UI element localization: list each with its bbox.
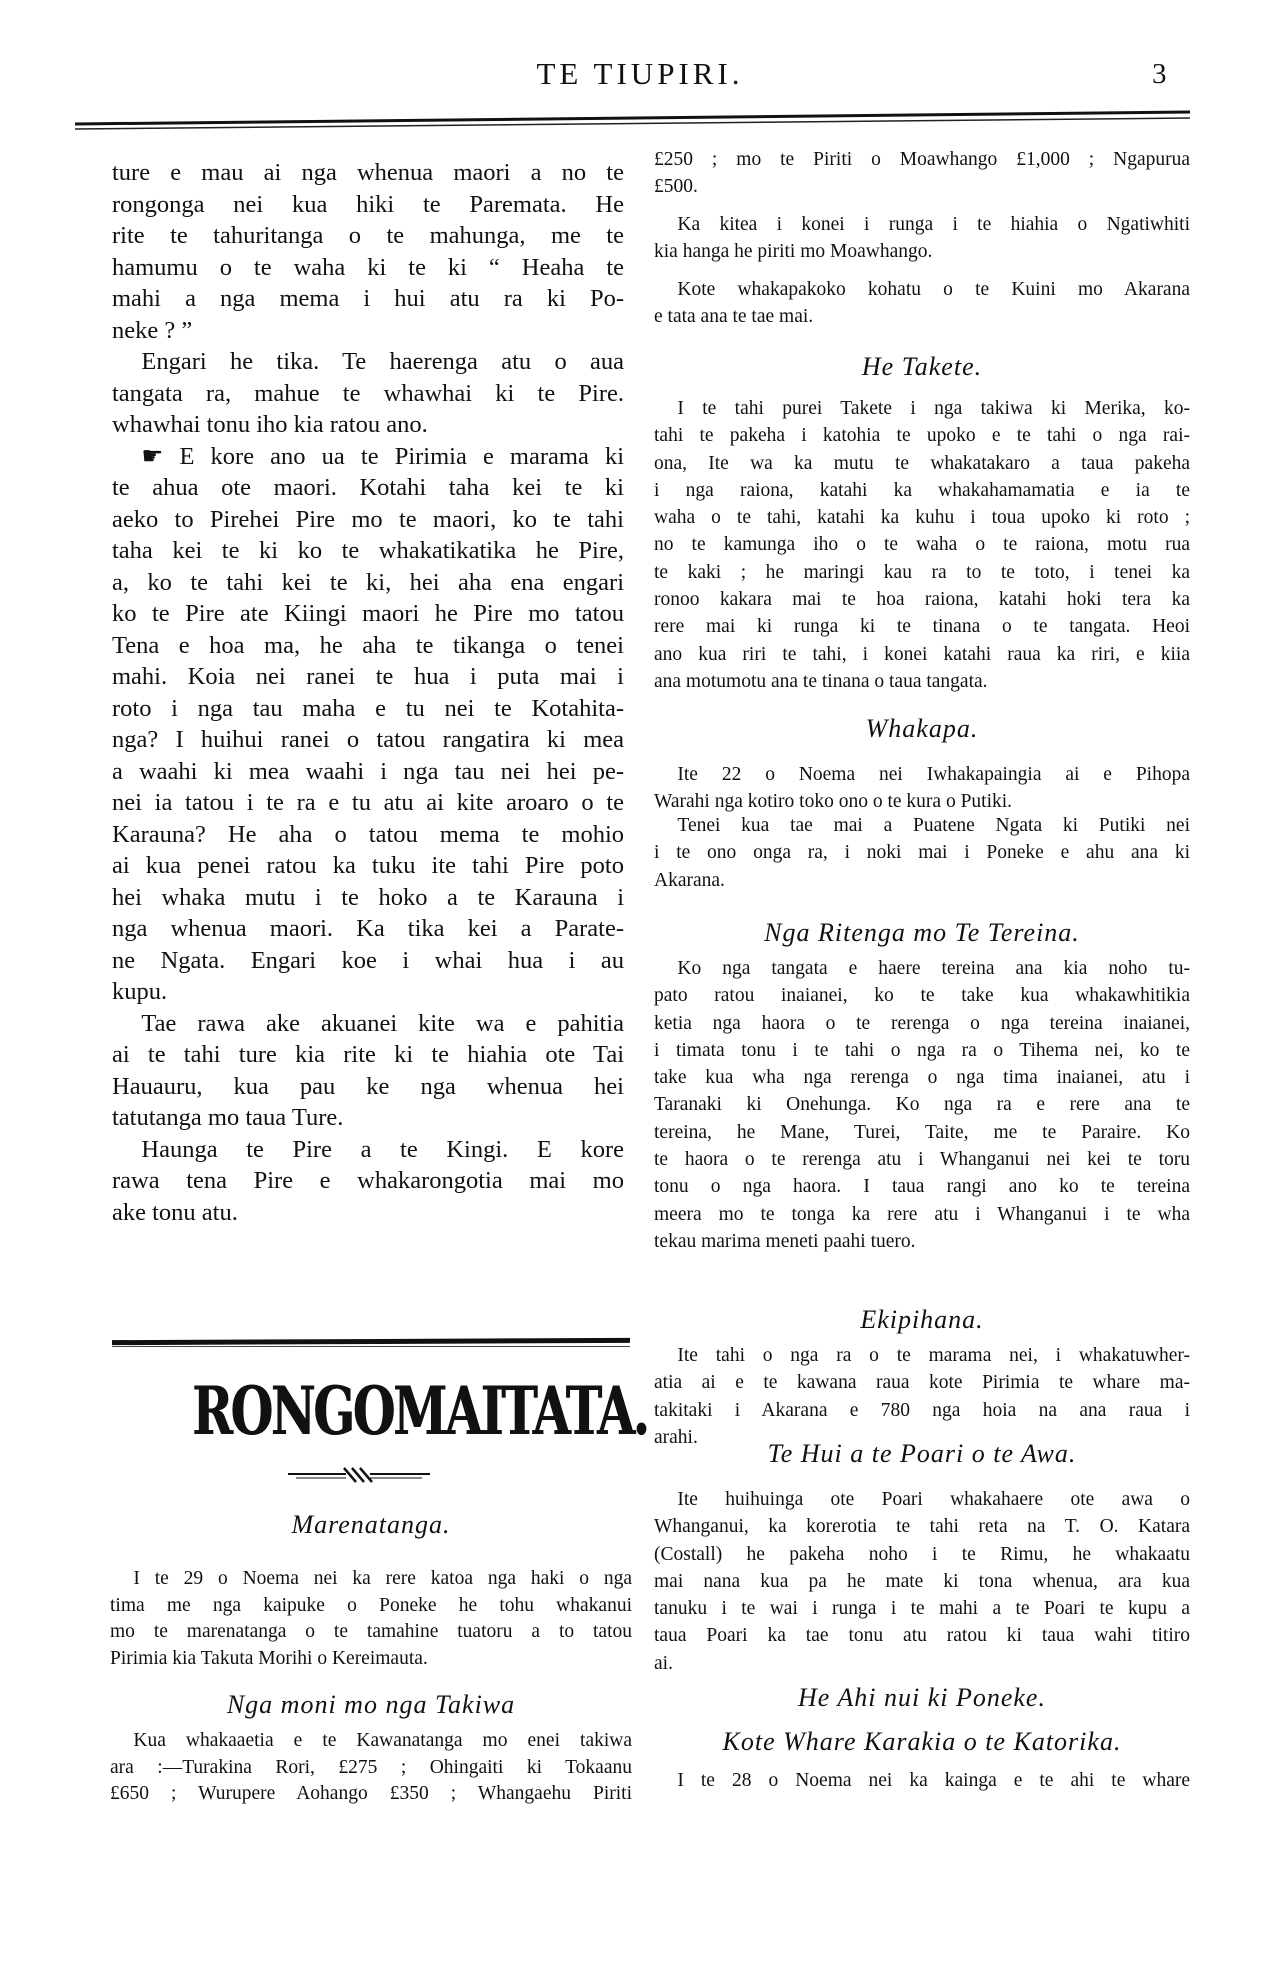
paragraph [112, 1134, 624, 1229]
text-line: ai. [654, 1652, 673, 1674]
text-line: tatutanga mo taua Ture. [112, 1104, 344, 1131]
paragraph [112, 1008, 624, 1134]
text-line: rawa tena Pire e whakarongotia mai mo [112, 1167, 624, 1194]
text-line: mo te marenatanga o te tamahine tuatoru a to tatou [110, 1621, 632, 1642]
section-heading: Te Hui a te Poari o te Awa. [767, 1439, 1077, 1468]
text-line: ona, Ite wa ka mutu te whakatakaro a taua pakeha [654, 452, 1190, 474]
text-line: Tae rawa ake akuanei kite wa e pahitia [141, 1009, 624, 1037]
text-line: meera mo te tonga ka rere atu i Whanganui i te wha [654, 1203, 1190, 1225]
text-line: tanuku i te wai i runga i te mahi a te Poari te kupu a [654, 1598, 1190, 1620]
text-line: £500. [654, 176, 698, 198]
text-line: tangata ra, mahue te whawhai ki te Pire. [112, 379, 624, 407]
text-line: takitaki i Akarana e 780 nga hoia na ana raua i [654, 1399, 1190, 1421]
text-line: Haunga te Pire a te Kingi. E kore [141, 1135, 624, 1163]
newspaper-title: TE TIUPIRI. [536, 56, 744, 91]
text-line: Pirimia kia Takuta Morihi o Kereimauta. [110, 1647, 428, 1669]
paragraph [110, 1728, 632, 1808]
paragraph [654, 812, 1190, 894]
section-heading: Nga moni mo nga Takiwa [226, 1690, 516, 1719]
text-line: atia ai e te kawana raua kote Pirimia te whare ma- [654, 1372, 1190, 1394]
text-line: Ite 22 o Noema nei Iwhakapaingia ai e Pihopa [677, 764, 1190, 785]
text-line: kupu. [112, 978, 168, 1005]
text-line: arahi. [654, 1426, 698, 1448]
text-line: I te tahi purei Takete i nga takiwa ki Merika, ko- [677, 398, 1190, 419]
text-line: Ite huihuinga ote Poari whakahaere ote awa o [677, 1489, 1190, 1510]
text-line: roto i nga tau maha e tu nei te Kotahita- [112, 694, 624, 722]
text-line: ake tonu atu. [112, 1198, 238, 1226]
text-line: £650 ; Wurupere Aohango £350 ; Whangaehu Piriti [110, 1783, 632, 1804]
text-line: neke ? ” [112, 316, 193, 344]
left-column-article [112, 157, 624, 1228]
text-line: te ahua ote maori. Kotahi taha kei te ki [112, 474, 624, 501]
paragraph [112, 346, 624, 441]
paragraph [654, 955, 1190, 1255]
text-line: Kua whakaaetia e te Kawanatanga mo enei takiwa [133, 1730, 632, 1751]
text-line: mahi. Koia nei ranei te hua i puta mai i [112, 663, 624, 690]
section-rule-thin [112, 1346, 630, 1347]
text-line: ronoo kakara mai te hoa raiona, katahi hoki tera ka [654, 589, 1190, 611]
text-line: £250 ; mo te Piriti o Moawhango £1,000 ; Ngapurua [654, 149, 1190, 170]
text-line: Tena e hoa ma, he aha te tikanga o tenei [112, 631, 624, 659]
section-heading: Whakapa. [865, 714, 979, 743]
paragraph [110, 1566, 632, 1672]
paragraph [654, 211, 1190, 266]
masthead-text: RONGOMAITATA. [192, 1372, 648, 1450]
section-heading: Kote Whare Karakia o te Katorika. [722, 1727, 1122, 1756]
section-heading: He Ahi nui ki Poneke. [798, 1683, 1046, 1712]
text-line: rere mai ki runga ki te tinana o te tangata. Heoi [654, 616, 1190, 638]
paragraph [654, 276, 1190, 331]
text-line: I te 29 o Noema nei ka rere katoa nga haki o nga [133, 1568, 632, 1589]
text-line: Hauauru, kua pau ke nga whenua hei [112, 1072, 624, 1100]
paragraph [654, 1342, 1190, 1451]
text-line: nei ia tatou i te ra e tu atu ai kite aroaro o te [112, 789, 624, 816]
text-line: mai nana kua pa he mate ki tona whenua, ara kua [654, 1570, 1190, 1592]
paragraph [654, 1767, 1190, 1794]
text-line: Akarana. [654, 869, 725, 891]
text-line: Whanganui, ka korerotia te tahi reta na T. O. Katara [654, 1516, 1190, 1538]
paragraph [654, 1486, 1190, 1677]
section-heading: Ekipihana. [860, 1305, 984, 1334]
text-line: tekau marima meneti paahi tuero. [654, 1230, 916, 1252]
section-rule [112, 1338, 630, 1345]
text-line: ara :—Turakina Rori, £275 ; Ohingaiti ki Tokaanu [110, 1756, 632, 1778]
text-line: a waahi ki mea waahi i nga tau nei hei pe- [112, 757, 624, 785]
text-line: ketia nga haora o te rerenga o nga tereina inaianei, [654, 1012, 1190, 1034]
text-line: Ko nga tangata e haere tereina ana kia noho tu- [677, 958, 1190, 979]
text-line: hei whaka mutu i te hoko a te Karauna i [112, 883, 624, 911]
text-line: kia hanga he piriti mo Moawhango. [654, 241, 933, 263]
text-line: e tata ana te tae mai. [654, 306, 814, 328]
text-line: waha o te tahi, katahi ka kuhu i toua upoko ki roto ; [654, 507, 1190, 529]
paragraph [654, 761, 1190, 816]
text-line: taua Poari ka tae tonu atu ratou ki taua wahi titiro [654, 1625, 1190, 1647]
text-line: tonu o nga haora. I taua rangi ano ko te tereina [654, 1176, 1190, 1198]
text-line: ai te tahi ture kia rite ki te hiahia ote Tai [112, 1041, 624, 1068]
text-line: te haora o te rerenga atu i Whanganui nei kei te toru [654, 1149, 1190, 1171]
page-number: 3 [1152, 58, 1167, 90]
text-line: i timata tonu i te tahi o nga ra o Tihema nei, ko te [654, 1039, 1190, 1061]
section-heading: He Takete. [861, 352, 983, 381]
text-line: Taranaki ki Onehunga. Ko nga ra e rere ana te [654, 1094, 1190, 1116]
paragraph [112, 157, 624, 346]
text-line: I te 28 o Noema nei ka kainga e te ahi te whare [677, 1770, 1190, 1791]
text-line: Tenei kua tae mai a Puatene Ngata ki Putiki nei [677, 815, 1190, 836]
text-line: ai kua penei ratou ka tuku ite tahi Pire poto [112, 852, 624, 879]
text-line: tereina, he Mane, Turei, Taite, me te Paraire. Ko [654, 1121, 1190, 1143]
text-line: Engari he tika. Te haerenga atu o aua [141, 348, 624, 375]
text-line: a, ko te tahi kei te ki, hei aha ena engari [112, 568, 624, 596]
text-line: whawhai tonu iho kia ratou ano. [112, 411, 428, 438]
text-line: take kua wha nga rerenga o nga tima inaianei, atu i [654, 1067, 1190, 1089]
text-line: tima me nga kaipuke o Poneke he tohu whakanui [110, 1594, 632, 1616]
section-heading: Marenatanga. [291, 1510, 451, 1539]
text-line: rite te tahuritanga o te mahunga, me te [112, 222, 624, 249]
text-line: rongonga nei kua hiki te Paremata. He [112, 190, 624, 218]
text-line: te kaki ; he maringi kau ra to te toto, i tenei ka [654, 561, 1190, 583]
text-line: ture e mau ai nga whenua maori a no te [112, 159, 624, 186]
text-line: ano kua riri te tahi, i konei katahi raua ka riri, e kiia [654, 643, 1190, 665]
text-line: mahi a nga mema i hui atu ra ki Po- [112, 285, 624, 312]
text-line: hamumu o te waha ki te ki “ Heaha te [112, 253, 624, 281]
text-line: aeko to Pirehei Pire mo te maori, ko te tahi [112, 505, 624, 533]
paragraph [654, 395, 1190, 695]
text-line: Ka kitea i konei i runga i te hiahia o Ngatiwhiti [677, 214, 1190, 235]
text-line: (Costall) he pakeha noho i te Rimu, he whakaatu [654, 1543, 1190, 1565]
text-line: i te ono onga ra, i noki mai i Poneke e ahu ana ki [654, 842, 1190, 864]
text-line: taha kei te ki ko te whakatikatika he Pire, [112, 537, 624, 564]
header-double-rule [0, 100, 1280, 140]
masthead-rongomaitata [112, 1372, 648, 1450]
text-line: nga whenua maori. Ka tika kei a Parate- [112, 915, 624, 942]
text-line: no te kamunga iho o te waha o te raiona, motu rua [654, 534, 1190, 556]
text-line: Karauna? He aha o tatou mema te mohio [112, 820, 624, 848]
text-line: pato ratou inaianei, ko te take kua whakawhitikia [654, 985, 1190, 1007]
text-line: Warahi nga kotiro toko ono o te kura o Putiki. [654, 791, 1013, 813]
text-line: ☛ E kore ano ua te Pirimia e marama ki [141, 442, 624, 470]
text-line: ne Ngata. Engari koe i whai hua i au [112, 946, 624, 974]
paragraph [654, 146, 1190, 201]
text-line: ko te Pire ate Kiingi maori he Pire mo tatou [112, 600, 624, 627]
ornament-divider-icon [286, 1462, 432, 1488]
section-heading: Nga Ritenga mo Te Tereina. [764, 918, 1080, 947]
text-line: Ite tahi o nga ra o te marama nei, i whakatuwher- [677, 1345, 1190, 1366]
text-line: ana motumotu ana te tinana o taua tangata. [654, 670, 988, 692]
text-line: nga? I huihui ranei o tatou rangatira ki mea [112, 726, 624, 753]
text-line: i nga raiona, katahi ka whakahamamatia e ia te [654, 479, 1190, 501]
text-line: tahi te pakeha i katohia te upoko e te tahi o nga rai- [654, 425, 1190, 447]
text-line: Kote whakapakoko kohatu o te Kuini mo Akarana [677, 279, 1190, 300]
paragraph [112, 441, 624, 1008]
